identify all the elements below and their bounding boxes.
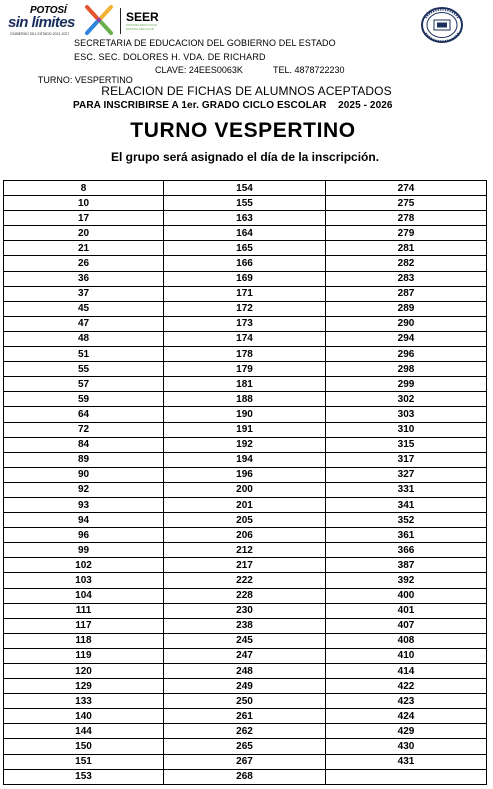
ficha-cell: 140 [4, 709, 164, 724]
ficha-cell: 238 [164, 618, 326, 633]
ficha-cell: 181 [164, 377, 326, 392]
ficha-cell: 424 [326, 709, 487, 724]
ficha-cell: 154 [164, 181, 326, 196]
ficha-cell: 248 [164, 664, 326, 679]
ficha-cell: 93 [4, 497, 164, 512]
ficha-cell: 303 [326, 407, 487, 422]
ficha-cell: 387 [326, 558, 487, 573]
ficha-cell: 247 [164, 648, 326, 663]
ficha-cell: 281 [326, 241, 487, 256]
table-row [4, 482, 487, 497]
ficha-cell: 205 [164, 513, 326, 528]
header-secretaria: SECRETARIA DE EDUCACION DEL GOBIERNO DEL ESTADO [74, 38, 336, 48]
ficha-cell: 99 [4, 543, 164, 558]
ficha-cell: 250 [164, 694, 326, 709]
ficha-cell: 190 [164, 407, 326, 422]
ficha-cell: 171 [164, 286, 326, 301]
ficha-cell: 84 [4, 437, 164, 452]
title-grupo-asignado: El grupo será asignado el día de la inscripción. [110, 150, 380, 164]
ficha-cell: 429 [326, 724, 487, 739]
ficha-cell: 282 [326, 256, 487, 271]
ficha-cell: 103 [4, 573, 164, 588]
title-ciclo-escolar: PARA INSCRIBIRSE A 1er. GRADO CICLO ESCOLAR 2025 - 2026 [73, 100, 393, 111]
ficha-cell: 414 [326, 664, 487, 679]
ficha-cell: 92 [4, 482, 164, 497]
ficha-cell: 392 [326, 573, 487, 588]
ficha-cell: 192 [164, 437, 326, 452]
ficha-cell [326, 769, 487, 784]
header-escuela: ESC. SEC. DOLORES H. VDA. DE RICHARD [74, 52, 266, 62]
ficha-cell: 179 [164, 362, 326, 377]
ficha-cell: 89 [4, 452, 164, 467]
table-row [4, 664, 487, 679]
ficha-cell: 151 [4, 754, 164, 769]
ficha-cell: 191 [164, 422, 326, 437]
ficha-cell: 249 [164, 679, 326, 694]
table-row [4, 618, 487, 633]
ficha-cell: 96 [4, 528, 164, 543]
ficha-cell: 366 [326, 543, 487, 558]
ficha-cell: 268 [164, 769, 326, 784]
ficha-cell: 401 [326, 603, 487, 618]
table-row [4, 226, 487, 241]
ficha-cell: 94 [4, 513, 164, 528]
ficha-cell: 230 [164, 603, 326, 618]
ficha-cell: 165 [164, 241, 326, 256]
ficha-cell: 64 [4, 407, 164, 422]
table-row [4, 679, 487, 694]
table-row [4, 407, 487, 422]
ficha-cell: 294 [326, 331, 487, 346]
table-row [4, 286, 487, 301]
ficha-cell: 431 [326, 754, 487, 769]
ficha-cell: 10 [4, 196, 164, 211]
ficha-cell: 48 [4, 331, 164, 346]
table-row [4, 497, 487, 512]
ficha-cell: 275 [326, 196, 487, 211]
ficha-cell: 8 [4, 181, 164, 196]
ficha-cell: 352 [326, 513, 487, 528]
ficha-cell: 172 [164, 301, 326, 316]
ficha-cell: 90 [4, 467, 164, 482]
ficha-cell: 407 [326, 618, 487, 633]
ficha-cell: 47 [4, 316, 164, 331]
ficha-cell: 194 [164, 452, 326, 467]
ficha-cell: 104 [4, 588, 164, 603]
ficha-cell: 302 [326, 392, 487, 407]
logo-potosi-text: POTOSÍ [30, 5, 67, 16]
ficha-cell: 45 [4, 301, 164, 316]
ficha-cell: 315 [326, 437, 487, 452]
ficha-cell: 196 [164, 467, 326, 482]
ficha-cell: 201 [164, 497, 326, 512]
ficha-cell: 279 [326, 226, 487, 241]
ficha-cell: 327 [326, 467, 487, 482]
ficha-cell: 245 [164, 633, 326, 648]
table-row [4, 769, 487, 784]
ficha-cell: 287 [326, 286, 487, 301]
table-row [4, 603, 487, 618]
ficha-cell: 222 [164, 573, 326, 588]
ficha-cell: 36 [4, 271, 164, 286]
ficha-cell: 173 [164, 316, 326, 331]
table-row [4, 241, 487, 256]
potosi-sin-limites-logo [8, 3, 158, 41]
ficha-cell: 102 [4, 558, 164, 573]
ficha-cell: 119 [4, 648, 164, 663]
table-row [4, 347, 487, 362]
table-row [4, 467, 487, 482]
ficha-cell: 278 [326, 211, 487, 226]
ficha-cell: 310 [326, 422, 487, 437]
ficha-cell: 72 [4, 422, 164, 437]
logo-gobierno-text: GOBIERNO DEL ESTADO 2021-2027 [10, 32, 70, 36]
ficha-cell: 117 [4, 618, 164, 633]
ficha-cell: 217 [164, 558, 326, 573]
ficha-cell: 265 [164, 739, 326, 754]
logo-divider [120, 8, 121, 34]
header-clave: CLAVE: 24EES0063K [155, 65, 243, 75]
school-seal-icon [420, 6, 464, 44]
ficha-cell: 57 [4, 377, 164, 392]
ficha-cell: 17 [4, 211, 164, 226]
ficha-cell: 296 [326, 347, 487, 362]
table-row [4, 422, 487, 437]
table-row [4, 271, 487, 286]
ficha-cell: 408 [326, 633, 487, 648]
ficha-cell: 423 [326, 694, 487, 709]
ficha-cell: 290 [326, 316, 487, 331]
title-relacion: RELACION DE FICHAS DE ALUMNOS ACEPTADOS [101, 84, 392, 98]
logo-seer-text: SEER [126, 10, 159, 24]
ficha-cell: 166 [164, 256, 326, 271]
ficha-cell: 164 [164, 226, 326, 241]
table-row [4, 196, 487, 211]
logo-seer-subtitle: SISTEMA EDUCATIVO ESTATAL REGULAR [126, 23, 158, 31]
ficha-cell: 118 [4, 633, 164, 648]
ficha-cell: 422 [326, 679, 487, 694]
ficha-cell: 169 [164, 271, 326, 286]
ficha-cell: 212 [164, 543, 326, 558]
ficha-cell: 331 [326, 482, 487, 497]
ficha-cell: 299 [326, 377, 487, 392]
table-row [4, 181, 487, 196]
ficha-cell: 361 [326, 528, 487, 543]
ficha-cell: 410 [326, 648, 487, 663]
table-row [4, 754, 487, 769]
ficha-cell: 37 [4, 286, 164, 301]
ficha-cell: 174 [164, 331, 326, 346]
table-row [4, 452, 487, 467]
ficha-cell: 59 [4, 392, 164, 407]
ficha-cell: 178 [164, 347, 326, 362]
table-row [4, 739, 487, 754]
ficha-cell: 133 [4, 694, 164, 709]
ficha-cell: 274 [326, 181, 487, 196]
ficha-cell: 51 [4, 347, 164, 362]
table-row [4, 633, 487, 648]
ficha-cell: 155 [164, 196, 326, 211]
table-row [4, 513, 487, 528]
x-emblem-icon [84, 4, 114, 36]
ficha-cell: 144 [4, 724, 164, 739]
table-row [4, 558, 487, 573]
table-row [4, 362, 487, 377]
fichas-table [3, 180, 487, 785]
ficha-cell: 200 [164, 482, 326, 497]
ficha-cell: 228 [164, 588, 326, 603]
header-telefono: TEL. 4878722230 [273, 65, 345, 75]
table-row [4, 377, 487, 392]
ficha-cell: 341 [326, 497, 487, 512]
ficha-cell: 153 [4, 769, 164, 784]
table-row [4, 724, 487, 739]
ficha-cell: 21 [4, 241, 164, 256]
ficha-cell: 188 [164, 392, 326, 407]
table-row [4, 211, 487, 226]
title-turno-vespertino: TURNO VESPERTINO [130, 119, 356, 142]
ficha-cell: 430 [326, 739, 487, 754]
table-row [4, 331, 487, 346]
table-row [4, 694, 487, 709]
fichas-table-body [4, 181, 487, 785]
table-row [4, 543, 487, 558]
table-row [4, 256, 487, 271]
table-row [4, 437, 487, 452]
table-row [4, 316, 487, 331]
table-row [4, 392, 487, 407]
table-row [4, 573, 487, 588]
ficha-cell: 26 [4, 256, 164, 271]
table-row [4, 301, 487, 316]
ficha-cell: 120 [4, 664, 164, 679]
table-row [4, 528, 487, 543]
table-row [4, 648, 487, 663]
table-row [4, 709, 487, 724]
ficha-cell: 111 [4, 603, 164, 618]
ficha-cell: 400 [326, 588, 487, 603]
ficha-cell: 298 [326, 362, 487, 377]
header-turno: TURNO: VESPERTINO [37, 75, 133, 85]
ficha-cell: 317 [326, 452, 487, 467]
ficha-cell: 206 [164, 528, 326, 543]
ficha-cell: 283 [326, 271, 487, 286]
logo-sin-limites-text: sin límites [8, 14, 75, 31]
ficha-cell: 262 [164, 724, 326, 739]
ficha-cell: 129 [4, 679, 164, 694]
ficha-cell: 289 [326, 301, 487, 316]
table-row [4, 588, 487, 603]
ficha-cell: 20 [4, 226, 164, 241]
ficha-cell: 261 [164, 709, 326, 724]
ficha-cell: 267 [164, 754, 326, 769]
ficha-cell: 163 [164, 211, 326, 226]
ficha-cell: 55 [4, 362, 164, 377]
ficha-cell: 150 [4, 739, 164, 754]
